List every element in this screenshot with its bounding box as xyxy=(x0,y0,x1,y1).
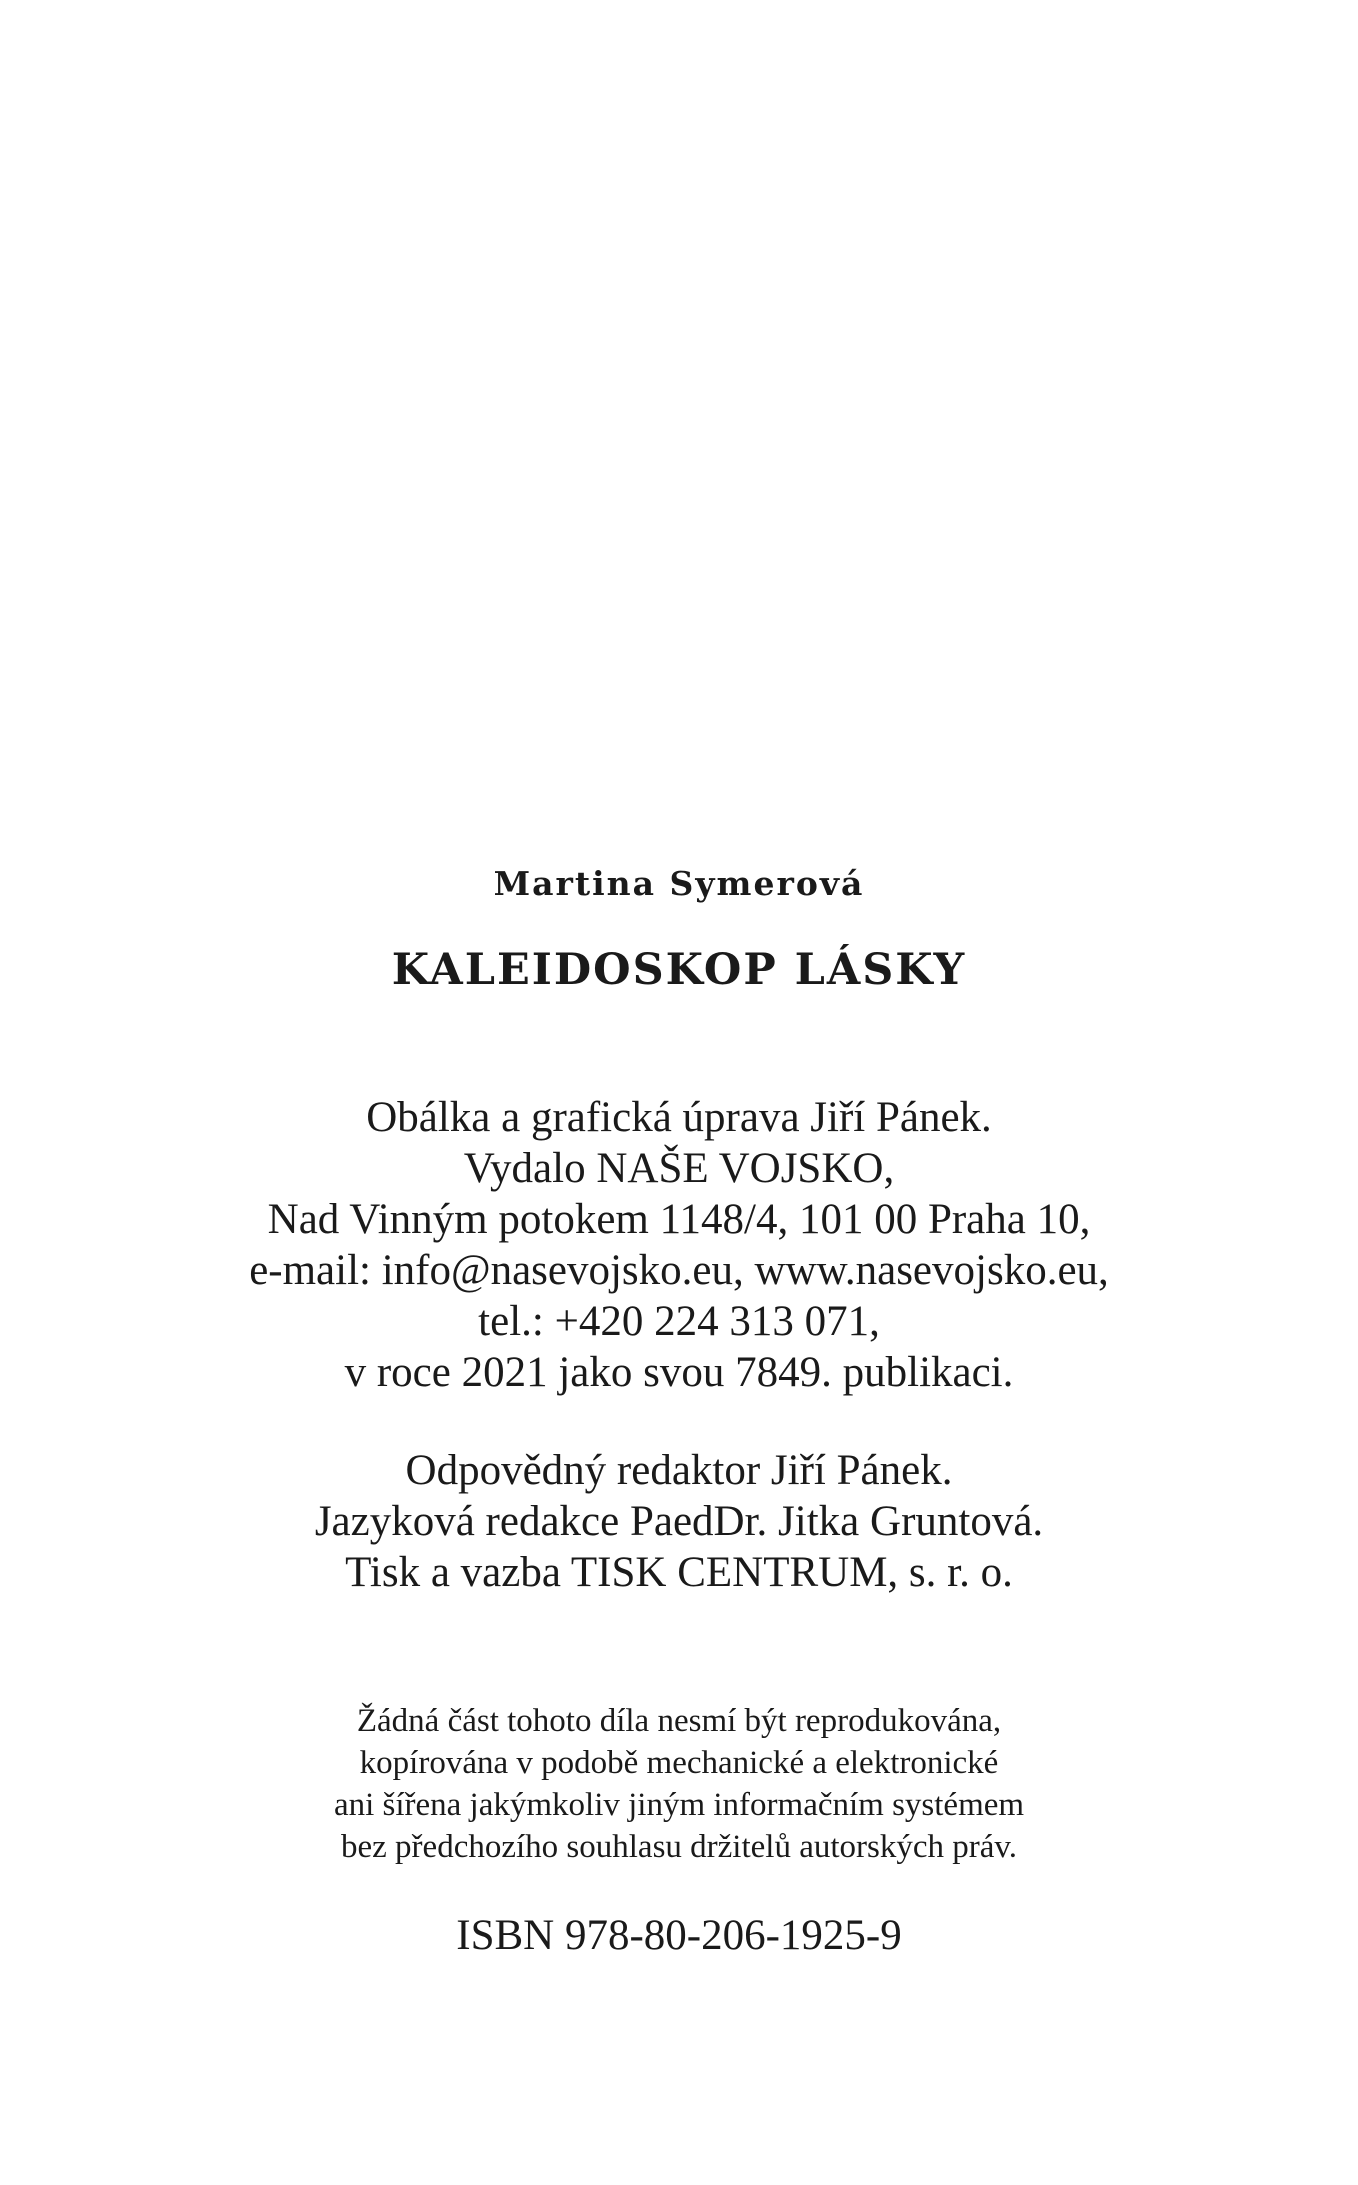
staff-line: Jazyková redakce PaedDr. Jitka Gruntová. xyxy=(314,1498,1044,1545)
copyright-notice xyxy=(0,1700,1358,1868)
imprint-line: v roce 2021 jako svou 7849. publikaci. xyxy=(344,1349,1014,1396)
book-title: KALEIDOSKOP LÁSKY xyxy=(391,945,967,995)
isbn-number: ISBN 978-80-206-1925-9 xyxy=(456,1912,902,1959)
rights-line: bez předchozího souhlasu držitelů autorských práv. xyxy=(341,1829,1017,1865)
imprint-line: Vydalo NAŠE VOJSKO, xyxy=(463,1145,895,1192)
rights-line: Žádná část tohoto díla nesmí být reprodukována, xyxy=(356,1703,1002,1739)
staff-line: Tisk a vazba TISK CENTRUM, s. r. o. xyxy=(345,1549,1013,1596)
editorial-staff xyxy=(0,1445,1358,1598)
imprint-line: e-mail: info@nasevojsko.eu, www.nasevojsko.eu, xyxy=(249,1247,1109,1294)
imprint-line: tel.: +420 224 313 071, xyxy=(478,1298,880,1345)
imprint-line: Nad Vinným potokem 1148/4, 101 00 Praha 10, xyxy=(267,1196,1091,1243)
rights-line: ani šířena jakýmkoliv jiným informačním systémem xyxy=(333,1787,1025,1823)
staff-line: Odpovědný redaktor Jiří Pánek. xyxy=(405,1447,953,1494)
author-name: Martina Symerová xyxy=(493,864,865,903)
rights-line: kopírována v podobě mechanické a elektronické xyxy=(359,1745,999,1781)
publisher-imprint xyxy=(0,1092,1358,1398)
imprint-line: Obálka a grafická úprava Jiří Pánek. xyxy=(366,1094,992,1141)
